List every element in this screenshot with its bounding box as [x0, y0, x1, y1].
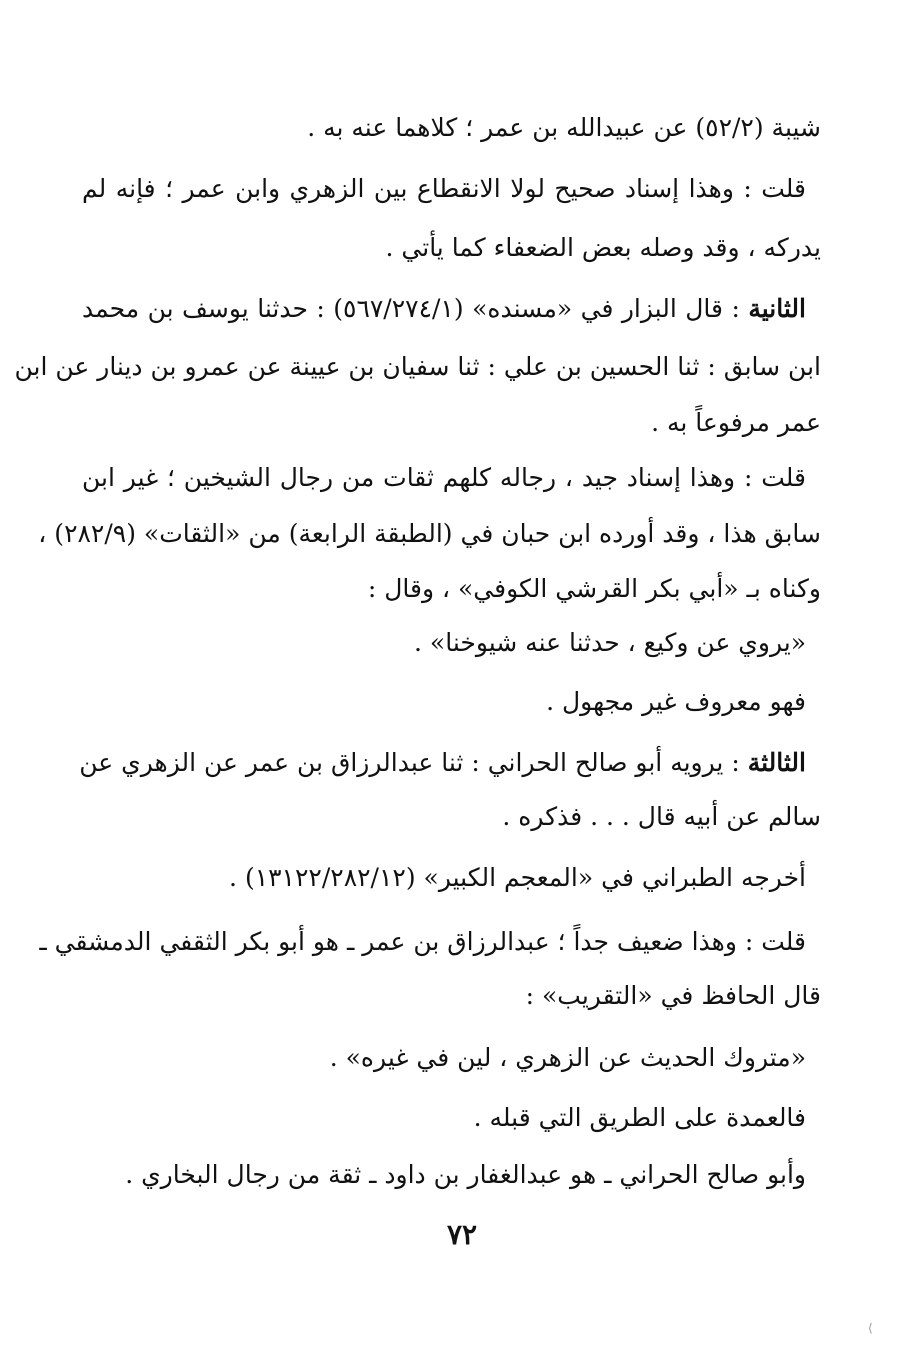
section-heading-line	[79, 746, 806, 780]
text-line: فهو معروف غير مجهول .	[546, 687, 806, 716]
scan-edge-mark: ⟩	[868, 1321, 873, 1335]
text-line: سالم عن أبيه قال . . . فذكره .	[502, 802, 821, 831]
text-line: شيبة (٥٢/٢) عن عبيدالله بن عمر ؛ كلاهما عنه به .	[307, 113, 821, 142]
text-line: قال الحافظ في «التقريب» :	[525, 981, 821, 1010]
text-line: وأبو صالح الحراني ـ هو عبدالغفار بن داود ـ ثقة من رجال البخاري .	[125, 1160, 806, 1189]
quote-line: «يروي عن وكيع ، حدثنا عنه شيوخنا» .	[414, 628, 806, 657]
text-line: أخرجه الطبراني في «المعجم الكبير» (١٣١٢٢/٢٨٢/١٢) .	[229, 863, 806, 892]
quote-line: «متروك الحديث عن الزهري ، لين في غيره» .	[329, 1043, 806, 1072]
section-ordinal: الثانية	[748, 294, 806, 323]
section-text: : قال البزار في «مسنده» (٥٦٧/٢٧٤/١) : حدثنا يوسف بن محمد	[82, 294, 749, 323]
text-line: عمر مرفوعاً به .	[651, 408, 821, 437]
text-line: قلت : وهذا إسناد صحيح لولا الانقطاع بين الزهري وابن عمر ؛ فإنه لم	[82, 174, 806, 203]
page-number: ٧٢	[446, 1218, 478, 1251]
text-line: سابق هذا ، وقد أورده ابن حبان في (الطبقة الرابعة) من «الثقات» (٢٨٢/٩) ،	[38, 519, 821, 548]
section-ordinal: الثالثة	[747, 748, 806, 777]
text-line: قلت : وهذا ضعيف جداً ؛ عبدالرزاق بن عمر ـ هو أبو بكر الثقفي الدمشقي ـ	[39, 927, 806, 956]
text-line: يدركه ، وقد وصله بعض الضعفاء كما يأتي .	[385, 233, 821, 262]
text-line: وكناه بـ «أبي بكر القرشي الكوفي» ، وقال :	[367, 574, 821, 603]
text-line: ابن سابق : ثنا الحسين بن علي : ثنا سفيان بن عيينة عن عمرو بن دينار عن ابن	[14, 352, 821, 381]
section-heading-line	[82, 292, 806, 326]
text-line: قلت : وهذا إسناد جيد ، رجاله كلهم ثقات من رجال الشيخين ؛ غير ابن	[82, 463, 806, 492]
text-line: فالعمدة على الطريق التي قبله .	[473, 1103, 806, 1132]
section-text: : يرويه أبو صالح الحراني : ثنا عبدالرزاق بن عمر عن الزهري عن	[79, 748, 748, 777]
